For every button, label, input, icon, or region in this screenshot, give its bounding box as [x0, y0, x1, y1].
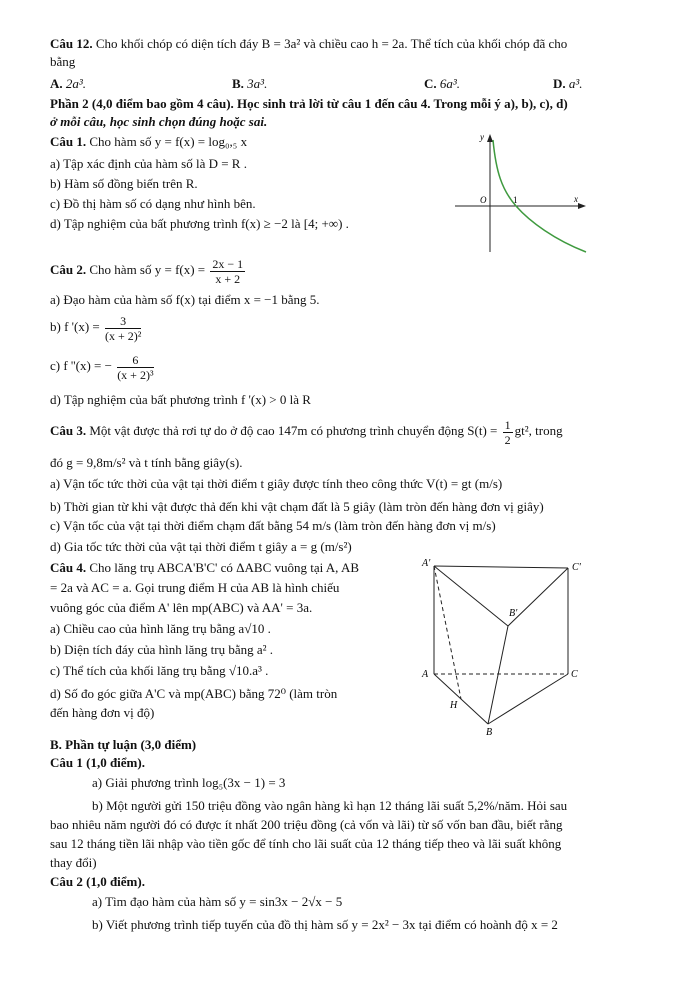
partB-q1-head: Câu 1 (1,0 điểm).: [50, 755, 145, 770]
graph-tick-label: 1: [513, 195, 518, 205]
q12-head: Câu 12.: [50, 36, 93, 51]
partB-q2-a: a) Tìm đạo hàm của hàm số y = sin3x − 2√x − 5: [92, 894, 343, 909]
c1-statement-c: c) Đồ thị hàm số có dạng như hình bên.: [50, 196, 256, 211]
prism-figure: [418, 556, 588, 738]
partB-q2-head: Câu 2 (1,0 điểm).: [50, 874, 145, 889]
c3-line2: đó g = 9,8m/s² và t tính bằng giây(s).: [50, 455, 243, 470]
partB-q2-b: b) Viết phương trình tiếp tuyến của đồ thị hàm số y = 2x² − 3x tại điểm có hoành độ x = 2: [92, 917, 558, 932]
q12-option-d[interactable]: D. a³.: [553, 76, 583, 91]
partB-q1-a: a) Giải phương trình log₅(3x − 1) = 3: [92, 775, 286, 790]
label-a: A: [422, 669, 429, 680]
c4-statement-b: b) Diện tích đáy của hình lăng trụ bằng a² .: [50, 642, 274, 657]
c4-statement-d: d) Số đo góc giữa A'C và mp(ABC) bằng 72⁰ (làm tròn: [50, 686, 338, 701]
label-a-prime: A': [422, 558, 431, 569]
label-h: H: [450, 700, 458, 711]
partB-q1-b-cont3: thay đổi): [50, 855, 97, 870]
q12-option-a[interactable]: A. 2a³.: [50, 76, 87, 91]
c2-statement-a: a) Đạo hàm của hàm số f(x) tại điểm x = −1 bằng 5.: [50, 292, 320, 307]
label-b: B: [486, 727, 493, 738]
label-c-prime: C': [572, 562, 581, 573]
partB-q1-b-cont1: bao nhiêu năm người đó có được ít nhất 200 triệu đồng (cả vốn và lãi) từ số vốn ban đầu, biết rằng: [50, 817, 563, 832]
log-curve: [493, 140, 586, 252]
c1-statement-d: d) Tập nghiệm của bất phương trình f(x) ≥ −2 là [4; +∞) .: [50, 216, 349, 231]
graph-origin-label: O: [480, 195, 487, 205]
graph-x-label: x: [574, 194, 578, 204]
c3-statement-c: c) Vận tốc của vật tại thời điểm chạm đất bằng 54 m/s (làm tròn đến hàng đơn vị m/s): [50, 518, 496, 533]
q12-option-b[interactable]: B. 3a³.: [232, 76, 268, 91]
partB-title: B. Phần tự luận (3,0 điểm): [50, 737, 197, 752]
q12-question: [50, 36, 567, 52]
graph-y-label: y: [480, 132, 484, 142]
c4-line3: vuông góc của điểm A' lên mp(ABC) và AA' = 3a.: [50, 600, 313, 615]
c1-question: Câu 1. Cho hàm số y = f(x) = log₀,₅ x: [50, 134, 248, 149]
partB-q1-b-cont2: sau 12 tháng tiền lãi nhập vào tiền gốc để tính cho lãi suất của 12 tháng tiếp theo và lãi suất không: [50, 836, 562, 851]
c3-question: Câu 3. Một vật được thả rơi tự do ở độ cao 147m có phương trình chuyển động S(t) = $\frac{1}{2}$ gt², trong: [50, 417, 563, 447]
label-c: C: [571, 669, 578, 680]
c1-statement-a: a) Tập xác định của hàm số là D = R .: [50, 156, 247, 171]
q12-option-c[interactable]: C. 6a³.: [424, 76, 461, 91]
c3-statement-a: a) Vận tốc tức thời của vật tại thời điểm t giây được tính theo công thức V(t) = gt (m/s): [50, 476, 503, 491]
c4-question: Câu 4. Cho lăng trụ ABCA'B'C' có ΔABC vuông tại A, AB: [50, 560, 360, 575]
part2-title: Phần 2 (4,0 điểm bao gồm 4 câu). Học sinh trả lời từ câu 1 đến câu 4. Trong mỗi ý a), b), c), d): [50, 96, 568, 111]
c2-question: Câu 2. Cho hàm số y = f(x) = $\frac{2x - 1}{x + 2}$: [50, 256, 244, 286]
c3-statement-b: b) Thời gian từ khi vật được thả đến khi vật chạm đất là 5 giây (làm tròn đến hàng đơn vị giây): [50, 499, 544, 514]
c4-statement-a: a) Chiều cao của hình lăng trụ bằng a√10 .: [50, 621, 271, 636]
label-b-prime: B': [509, 608, 518, 619]
c3-statement-d: d) Gia tốc tức thời của vật tại thời điểm t giây a = g (m/s²): [50, 539, 352, 554]
c4-line2: = 2a và AC = a. Gọi trung điểm H của AB là hình chiếu: [50, 580, 340, 595]
partB-q1-b: b) Một người gửi 150 triệu đồng vào ngân hàng kì hạn 12 tháng lãi suất 5,2%/năm. Hỏi sau: [92, 798, 568, 813]
c4-statement-c: c) Thể tích của khối lăng trụ bằng √10.a³ .: [50, 663, 269, 678]
c2-statement-b: b) f '(x) = $\frac{3}{\text{(x + 2)²}}$: [50, 313, 142, 343]
c2-statement-c: c) f ''(x) = − $\frac{6}{\text{(x + 2)³}}$: [50, 352, 154, 382]
q12-text: Cho khối chóp có diện tích đáy B = 3a² và chiều cao h = 2a. Thể tích của khối chóp đã cho: [95, 36, 568, 51]
c1-statement-b: b) Hàm số đồng biến trên R.: [50, 176, 198, 191]
part2-title-cont: ở mỗi câu, học sinh chọn đúng hoặc sai.: [50, 114, 268, 129]
c4-statement-d-cont: đến hàng đơn vị độ): [50, 705, 155, 720]
q12-text-cont: bằng: [50, 54, 76, 69]
log-graph: [450, 132, 590, 257]
c2-statement-d: d) Tập nghiệm của bất phương trình f '(x) > 0 là R: [50, 392, 311, 407]
